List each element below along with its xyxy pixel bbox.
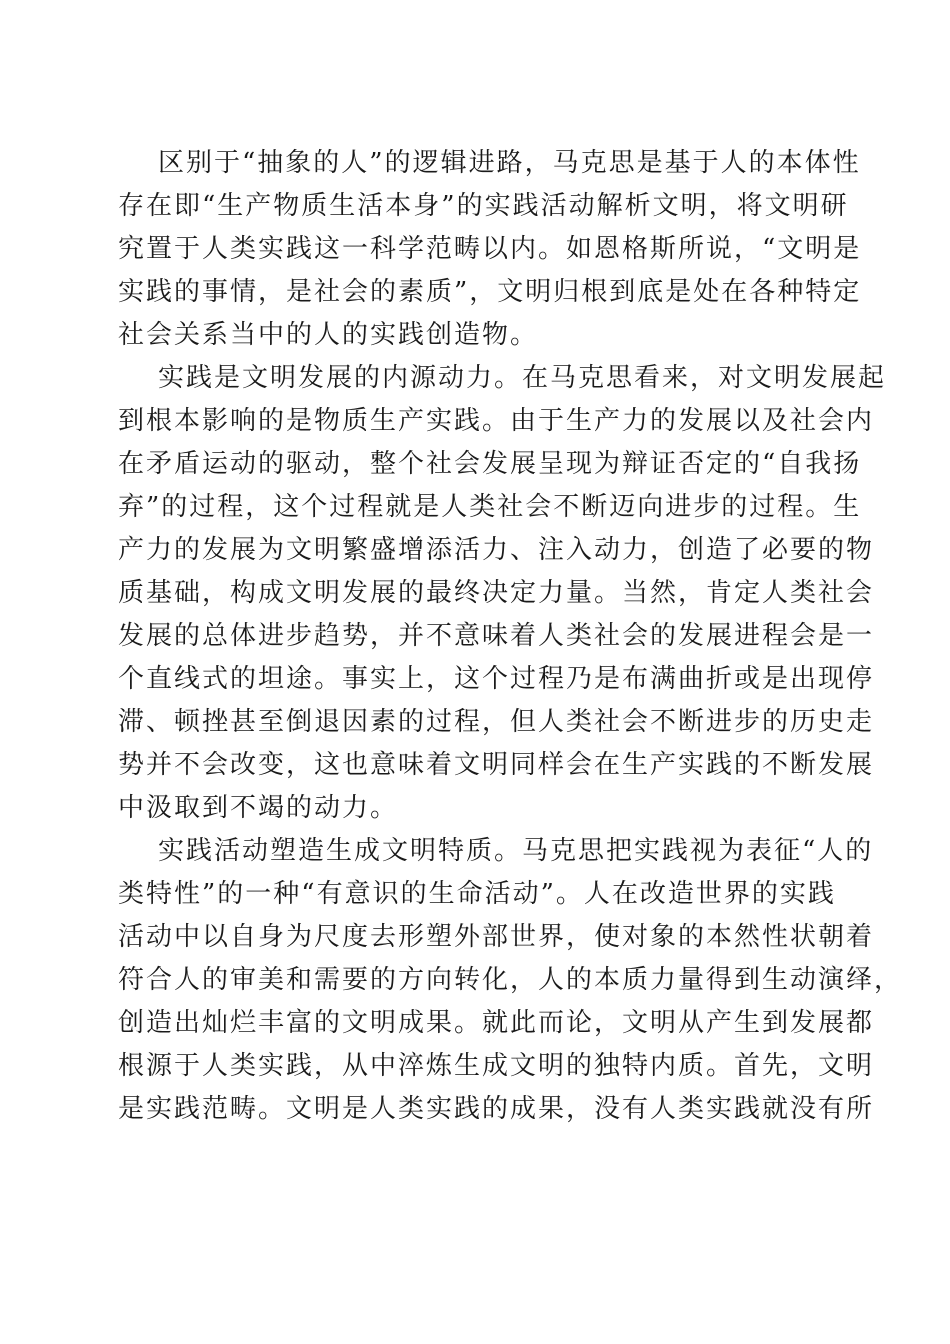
text-line: 弃”的过程，这个过程就是人类社会不断迈向进步的过程。生 (118, 492, 862, 522)
text-line: 类特性”的一种“有意识的生命活动”。人在改造世界的实践 (118, 879, 836, 909)
text-line: 个直线式的坦途。事实上，这个过程乃是布满曲折或是出现停 (118, 664, 875, 694)
text-line: 势并不会改变，这也意味着文明同样会在生产实践的不断发展 (118, 750, 875, 780)
text-line: 社会关系当中的人的实践创造物。 (118, 320, 539, 350)
text-line: 实践活动塑造生成文明特质。马克思把实践视为表征“人的 (158, 836, 874, 866)
text-line: 创造出灿烂丰富的文明成果。就此而论，文明从产生到发展都 (118, 1008, 875, 1038)
text-line: 存在即“生产物质生活本身”的实践活动解析文明，将文明研 (118, 191, 849, 221)
text-line: 活动中以自身为尺度去形塑外部世界，使对象的本然性状朝着 (118, 922, 875, 952)
text-line: 实践是文明发展的内源动力。在马克思看来，对文明发展起 (158, 363, 887, 393)
text-line: 符合人的审美和需要的方向转化，人的本质力量得到生动演绎， (118, 965, 903, 995)
text-line: 滞、顿挫甚至倒退因素的过程，但人类社会不断进步的历史走 (118, 707, 875, 737)
paragraph-2 (118, 357, 887, 830)
text-line: 中汲取到不竭的动力。 (118, 793, 399, 823)
text-line: 区别于“抽象的人”的逻辑进路，马克思是基于人的本体性 (158, 148, 861, 178)
text-line: 究置于人类实践这一科学范畴以内。如恩格斯所说，“文明是 (118, 234, 862, 264)
text-line: 产力的发展为文明繁盛增添活力、注入动力，创造了必要的物 (118, 535, 875, 565)
text-line: 实践的事情，是社会的素质”，文明归根到底是处在各种特定 (118, 277, 862, 307)
text-line: 是实践范畴。文明是人类实践的成果，没有人类实践就没有所 (118, 1094, 875, 1124)
paragraph-1 (118, 142, 862, 357)
text-line: 发展的总体进步趋势，并不意味着人类社会的发展进程会是一 (118, 621, 875, 651)
document-body (118, 142, 903, 1131)
text-line: 在矛盾运动的驱动，整个社会发展呈现为辩证否定的“自我扬 (118, 449, 862, 479)
text-line: 到根本影响的是物质生产实践。由于生产力的发展以及社会内 (118, 406, 875, 436)
text-line: 根源于人类实践，从中淬炼生成文明的独特内质。首先，文明 (118, 1051, 875, 1081)
text-line: 质基础，构成文明发展的最终决定力量。当然，肯定人类社会 (118, 578, 875, 608)
paragraph-3 (118, 830, 903, 1131)
